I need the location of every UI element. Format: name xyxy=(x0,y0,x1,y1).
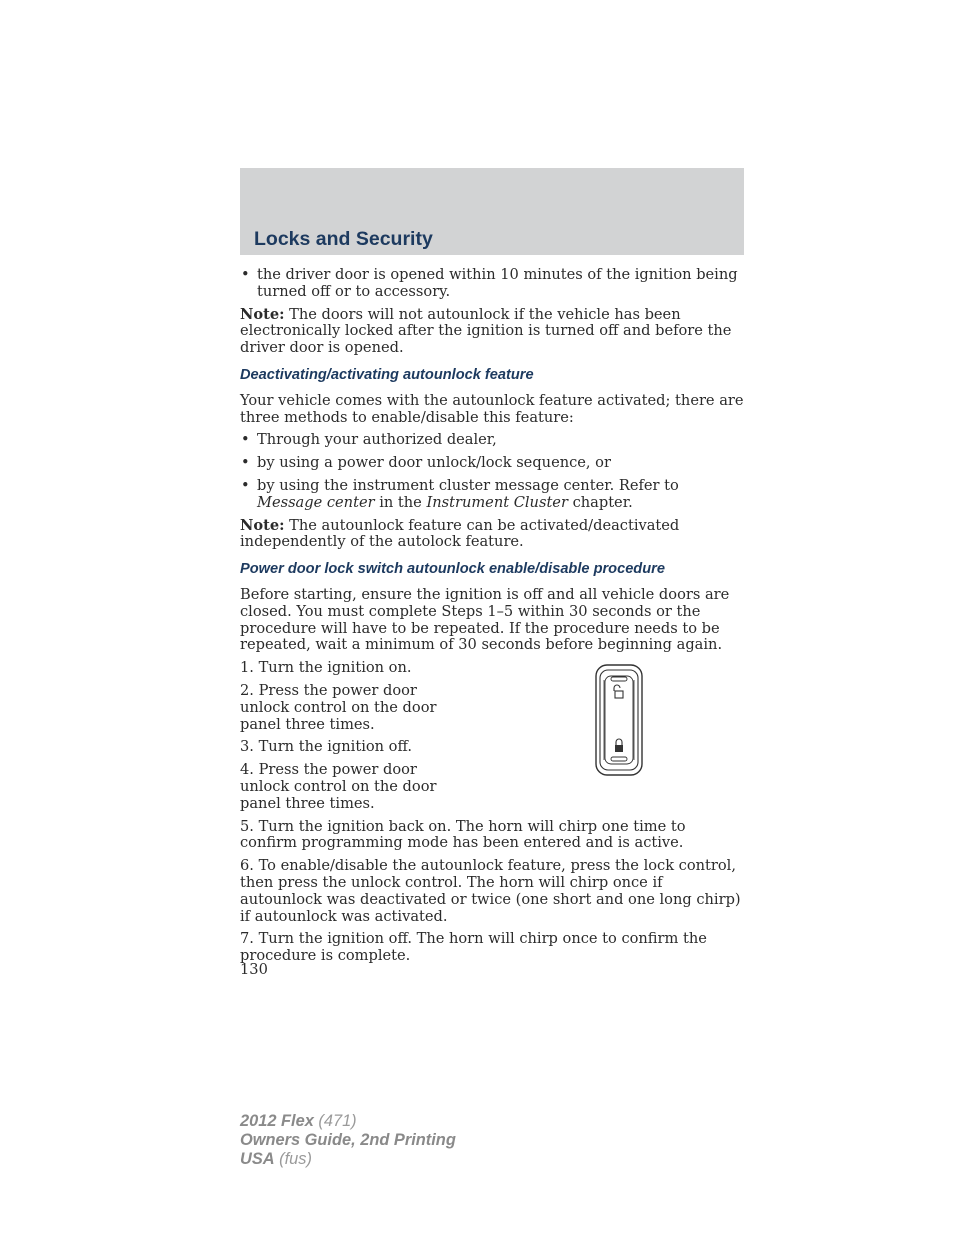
section1-paragraph: Your vehicle comes with the autounlock feature activated; there are three methods to enable/disable this feature: xyxy=(240,391,744,426)
lock-icon xyxy=(615,739,623,752)
footer-line-1 xyxy=(240,1112,456,1131)
intro-note xyxy=(240,307,746,357)
method-bullet-sequence: • by using a power door unlock/lock sequence, or xyxy=(240,455,746,472)
cross-reference: Instrument Cluster xyxy=(426,493,568,511)
note-label: Note: xyxy=(240,305,285,323)
door-lock-switch-illustration xyxy=(594,664,644,776)
cross-reference: Message center xyxy=(257,493,375,511)
step-6: 6. To enable/disable the autounlock feature, press the lock control, then press the unlock control. The horn will chirp once if autounlock was deactivated or twice (one short and one long chirp) if autounlock was activated. xyxy=(240,857,741,925)
footer-line-3 xyxy=(240,1150,456,1169)
intro-bullet: • the driver door is opened within 10 minutes of the ignition being turned off or to accessory. xyxy=(240,267,746,301)
chapter-header-band xyxy=(240,168,744,255)
bullet-text: by using the instrument cluster message center. Refer to xyxy=(257,476,679,494)
document-footer xyxy=(240,1112,456,1169)
method-bullet-cluster xyxy=(240,478,746,512)
step-1: 1. Turn the ignition on. xyxy=(240,659,412,677)
bullet-text: chapter. xyxy=(567,493,633,511)
method-bullet-dealer: • Through your authorized dealer, xyxy=(240,432,746,449)
unlock-icon xyxy=(614,685,623,698)
page-number: 130 xyxy=(240,961,268,978)
section-heading-autounlock: Deactivating/activating autounlock feature xyxy=(240,366,534,383)
note-label: Note: xyxy=(240,516,285,534)
chapter-title: Locks and Security xyxy=(254,228,433,250)
market-code: (fus) xyxy=(274,1150,312,1168)
step-4: 4. Press the power door unlock control on the door panel three times. xyxy=(240,761,437,812)
note-text: The doors will not autounlock if the vehicle has been electronically locked after the ignition is turned off and before the driver door is opened. xyxy=(240,305,732,357)
market: USA xyxy=(240,1150,275,1168)
model-name: 2012 Flex xyxy=(240,1112,314,1130)
step-2: 2. Press the power door unlock control on the door panel three times. xyxy=(240,681,437,733)
section-heading-procedure: Power door lock switch autounlock enable/disable procedure xyxy=(240,561,665,578)
step-5: 5. Turn the ignition back on. The horn will chirp one time to confirm programming mode has been entered and is active. xyxy=(240,817,686,852)
step-7: 7. Turn the ignition off. The horn will chirp once to confirm the procedure is complete. xyxy=(240,930,707,965)
note-text: The autounlock feature can be activated/deactivated independently of the autolock feature. xyxy=(240,516,680,551)
footer-line-2 xyxy=(240,1131,456,1150)
step-3: 3. Turn the ignition off. xyxy=(240,738,412,756)
page-body xyxy=(240,267,746,971)
procedure-intro: Before starting, ensure the ignition is off and all vehicle doors are closed. You must complete Steps 1–5 within 30 seconds or the procedure will have to be repeated. If the procedure needs to be repeated, wait a minimum of 30 seconds before beginning again. xyxy=(240,585,730,654)
model-code: (471) xyxy=(313,1112,357,1130)
bullet-text: in the xyxy=(374,493,427,511)
section1-note xyxy=(240,518,746,552)
guide-edition: Owners Guide, 2nd Printing xyxy=(240,1131,456,1149)
